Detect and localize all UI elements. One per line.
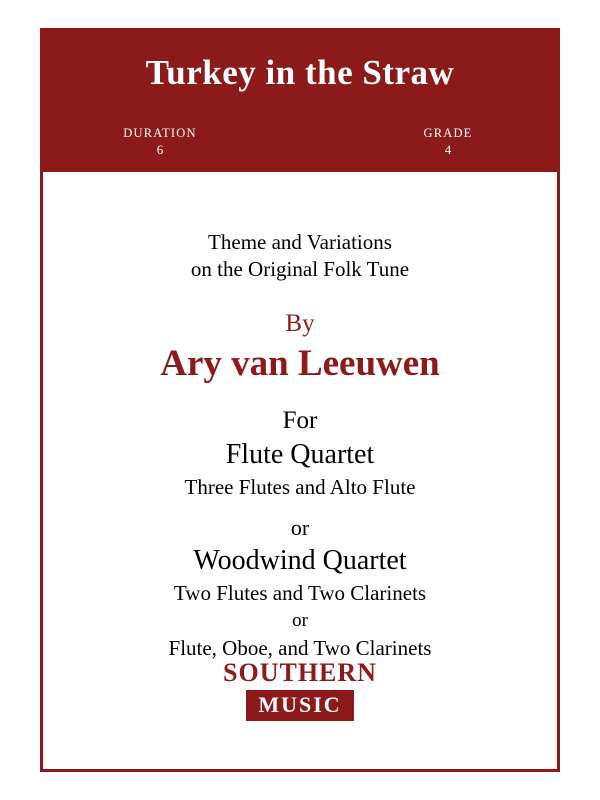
publisher-name: SOUTHERN bbox=[223, 658, 377, 687]
or-separator-2: or bbox=[292, 610, 308, 631]
composer-name: Ary van Leeuwen bbox=[160, 343, 440, 384]
ensemble-secondary: Woodwind Quartet bbox=[193, 545, 407, 576]
subtitle-line-1: Theme and Variations bbox=[208, 230, 392, 254]
duration-value: 6 bbox=[156, 142, 164, 157]
subtitle-line-2: on the Original Folk Tune bbox=[190, 257, 410, 281]
duration-label: DURATION bbox=[123, 126, 197, 140]
grade-block bbox=[383, 125, 513, 158]
or-separator-1: or bbox=[290, 515, 310, 540]
duration-block bbox=[95, 125, 225, 158]
ensemble-primary: Flute Quartet bbox=[225, 439, 375, 470]
byline: By bbox=[285, 310, 315, 337]
title-band bbox=[43, 31, 557, 172]
meta-row bbox=[43, 125, 557, 165]
publisher-sub: MUSIC bbox=[258, 692, 342, 717]
cover-frame bbox=[40, 28, 560, 772]
ensemble-primary-detail: Three Flutes and Alto Flute bbox=[184, 475, 416, 499]
publisher-sub-wrap bbox=[246, 690, 353, 721]
ensemble-tertiary-detail: Flute, Oboe, and Two Clarinets bbox=[168, 636, 432, 660]
grade-label: GRADE bbox=[423, 126, 473, 140]
publisher-logo bbox=[43, 658, 557, 721]
page-title: Turkey in the Straw bbox=[145, 53, 455, 92]
ensemble-secondary-detail: Two Flutes and Two Clarinets bbox=[173, 581, 427, 605]
for-label: For bbox=[282, 407, 318, 434]
grade-value: 4 bbox=[444, 142, 452, 157]
